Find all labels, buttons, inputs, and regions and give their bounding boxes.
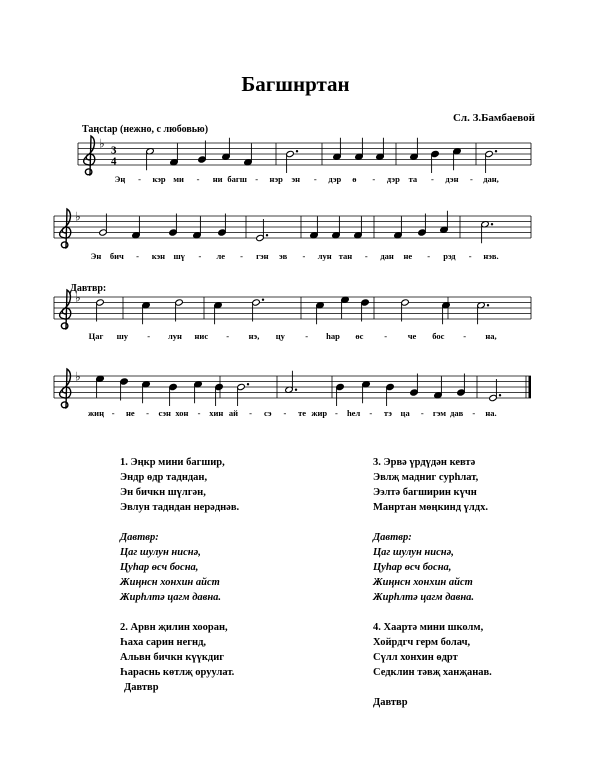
- lyric-syllable: -: [369, 408, 373, 418]
- verse-line: 4. Хаартә мини школм,: [373, 622, 484, 633]
- lyric-syllable: нэв.: [483, 251, 499, 261]
- lyric-syllable: не: [126, 408, 135, 418]
- lyric-syllable: -: [468, 251, 472, 261]
- note-dot: [499, 394, 501, 396]
- refrain-line: Жиңнсн хонхин айст: [373, 577, 473, 588]
- lyric-syllable: -: [196, 174, 200, 184]
- refrain-repeat: Давтвр: [373, 697, 408, 708]
- staff-system: [78, 136, 531, 175]
- lyric-syllable: ни: [212, 174, 223, 184]
- lyric-syllable: на.: [485, 408, 497, 418]
- refrain-line: Цаг шулун ниснә,: [373, 547, 454, 558]
- lyric-syllable: ле: [216, 251, 226, 261]
- flat-icon: ♭: [75, 290, 81, 305]
- verse-line: Седклин тәвҗ ханҗанав.: [373, 667, 492, 678]
- refrain-line: Жирһлтә цагм давна.: [373, 592, 475, 603]
- verse-line: 2. Арвн җилин хооран,: [120, 622, 228, 633]
- lyric-syllable: лун: [168, 331, 182, 341]
- note-dot: [495, 150, 497, 152]
- lyric-syllable: эв: [278, 251, 288, 261]
- note-dot: [491, 223, 493, 225]
- lyric-syllable: -: [249, 408, 252, 418]
- time-signature-top: 3: [111, 144, 117, 157]
- verse-line: Эн бичкн шүлгән,: [120, 487, 206, 498]
- lyric-syllable: -: [463, 331, 467, 341]
- lyric-syllable: ай: [228, 408, 238, 418]
- lyric-syllable: -: [111, 408, 115, 418]
- lyric-syllable: -: [283, 408, 287, 418]
- lyric-syllable: -: [470, 174, 473, 184]
- lyric-syllable: сэ: [263, 408, 272, 418]
- lyric-syllable: нис: [194, 331, 209, 341]
- refrain-marking: Давтвр:: [70, 283, 107, 294]
- lyric-syllable: дан,: [483, 174, 499, 184]
- refrain-title: Давтвр:: [120, 532, 159, 543]
- verse-line: 1. Эңкр мини багшир,: [120, 457, 225, 468]
- song-title: Багшнртан: [241, 72, 350, 96]
- lyric-syllable: цу: [275, 331, 285, 341]
- treble-clef-icon: [84, 136, 95, 175]
- verse-line: Альвн бичкн күүкдиг: [120, 652, 225, 663]
- lyric-syllable: -: [146, 408, 149, 418]
- lyric-syllable: -: [198, 251, 202, 261]
- lyric-syllable: кэр: [152, 174, 166, 184]
- lyric-syllable: шү: [173, 251, 185, 261]
- lyric-syllable: бич: [109, 251, 124, 261]
- lyric-syllable: нэр: [269, 174, 283, 184]
- verse-line: Һаха сарин негнд,: [120, 637, 207, 648]
- lyric-syllable: өс: [355, 331, 364, 341]
- lyric-syllable: -: [313, 174, 317, 184]
- lyric-syllable: эн: [291, 174, 301, 184]
- refrain-line: Жирһлтә цагм давна.: [120, 592, 222, 603]
- lyric-syllable: -: [197, 408, 201, 418]
- refrain-title: Давтвр:: [373, 532, 412, 543]
- note-dot: [266, 234, 268, 236]
- final-barline: [529, 376, 532, 398]
- lyric-syllable: ми: [173, 174, 184, 184]
- note-dot: [296, 150, 298, 152]
- refrain-line: Жиңнсн хонхин айст: [120, 577, 220, 588]
- flat-icon: ♭: [75, 209, 81, 224]
- treble-clef-icon: [60, 290, 71, 329]
- lyric-syllable: дэр: [386, 174, 400, 184]
- lyric-syllable: дав: [450, 408, 464, 418]
- lyric-syllable: хин: [209, 408, 224, 418]
- lyric-syllable: лун: [317, 251, 332, 261]
- verse-line: Хойрдгч герм болач,: [373, 637, 471, 648]
- tempo-marking: Таңсtар (нежно, с любовью): [82, 124, 209, 135]
- lyric-syllable: -: [302, 251, 306, 261]
- lyric-syllable: тэ: [383, 408, 392, 418]
- flat-icon: ♭: [99, 136, 105, 151]
- lyric-syllable: -: [305, 331, 309, 341]
- lyric-syllable: дан: [380, 251, 394, 261]
- refrain-line: Цуһар өсч босна,: [373, 562, 452, 573]
- note-dot: [295, 389, 297, 391]
- verse-line: 3. Эрвә үрдүдән кевтә: [373, 457, 476, 468]
- note-dot: [262, 299, 264, 301]
- lyric-syllable: -: [240, 251, 243, 261]
- lyric-syllable: те: [298, 408, 307, 418]
- lyric-syllable: һар: [326, 331, 340, 341]
- lyric-syllable: Цаг: [88, 331, 104, 341]
- lyric-syllable: че: [407, 331, 417, 341]
- lyric-syllable: кэн: [151, 251, 166, 261]
- lyric-syllable: -: [138, 174, 141, 184]
- verse-1: [120, 455, 239, 695]
- lyric-syllable: нэ,: [248, 331, 260, 341]
- lyric-syllable: жир: [311, 408, 328, 418]
- lyric-syllable: ө: [352, 174, 357, 184]
- lyric-syllable: һел: [346, 408, 361, 418]
- lyric-syllable: на,: [485, 331, 497, 341]
- lyric-syllable: багш: [227, 174, 247, 184]
- verse-line: Һараснь көтлҗ оруулат.: [120, 667, 235, 678]
- lyric-syllable: Эң: [114, 174, 126, 184]
- lyricist-credit: Сл. З.Бамбаевой: [452, 112, 535, 124]
- lyric-syllable: -: [384, 331, 388, 341]
- verse-line: Эндр өдр тадндан,: [120, 472, 208, 483]
- refrain-line: Цаг шулун ниснә,: [120, 547, 201, 558]
- verse-line: Эвлун тадндан нерәднәв.: [120, 502, 240, 513]
- lyric-syllable: -: [372, 174, 376, 184]
- lyric-syllable: -: [420, 408, 424, 418]
- lyric-syllable: не: [403, 251, 413, 261]
- note-dot: [247, 383, 249, 385]
- lyric-syllable: хон: [175, 408, 189, 418]
- lyric-syllable: шу: [116, 331, 129, 341]
- lyric-syllable: -: [364, 251, 368, 261]
- lyric-syllable: Эн: [90, 251, 102, 261]
- treble-clef-icon: [60, 369, 71, 408]
- lyric-syllable: -: [255, 174, 259, 184]
- lyric-syllable: сэн: [158, 408, 171, 418]
- lyric-syllable: -: [226, 331, 230, 341]
- lyric-syllable: бос: [432, 331, 445, 341]
- lyric-syllable: тан: [338, 251, 353, 261]
- lyric-syllable: -: [427, 251, 431, 261]
- lyric-syllable: -: [430, 174, 434, 184]
- staff-system: [54, 209, 531, 248]
- flat-icon: ♭: [75, 369, 81, 384]
- lyric-syllable: жиң: [88, 408, 104, 418]
- verse-line: Ээлтә багширин күчн: [373, 487, 477, 498]
- verse-line: Сүлл хонхин өдрт: [373, 652, 458, 663]
- verse-line: Эвлҗ мадниг сурһлат,: [373, 472, 479, 483]
- refrain-line: Цуһар өсч босна,: [120, 562, 199, 573]
- note-dot: [487, 304, 489, 306]
- lyric-syllable: -: [472, 408, 476, 418]
- verse-3: [373, 455, 492, 710]
- lyric-syllable: дэн: [445, 174, 459, 184]
- lyric-syllable: ца: [400, 408, 410, 418]
- lyric-syllable: рэд: [443, 251, 456, 261]
- lyric-syllable: дэр: [328, 174, 342, 184]
- lyric-syllable: -: [147, 331, 151, 341]
- lyric-syllable: та: [408, 174, 418, 184]
- lyric-syllable: -: [136, 251, 140, 261]
- lyric-syllable: гэн: [256, 251, 269, 261]
- refrain-repeat: Давтвр: [124, 682, 159, 693]
- lyric-syllable: гэм: [432, 408, 447, 418]
- staff-system: [54, 290, 531, 329]
- time-signature-bottom: 4: [111, 155, 117, 168]
- lyric-syllable: -: [335, 408, 338, 418]
- treble-clef-icon: [60, 209, 71, 248]
- verse-line: Манртан мөңкинд үлдх.: [373, 502, 488, 513]
